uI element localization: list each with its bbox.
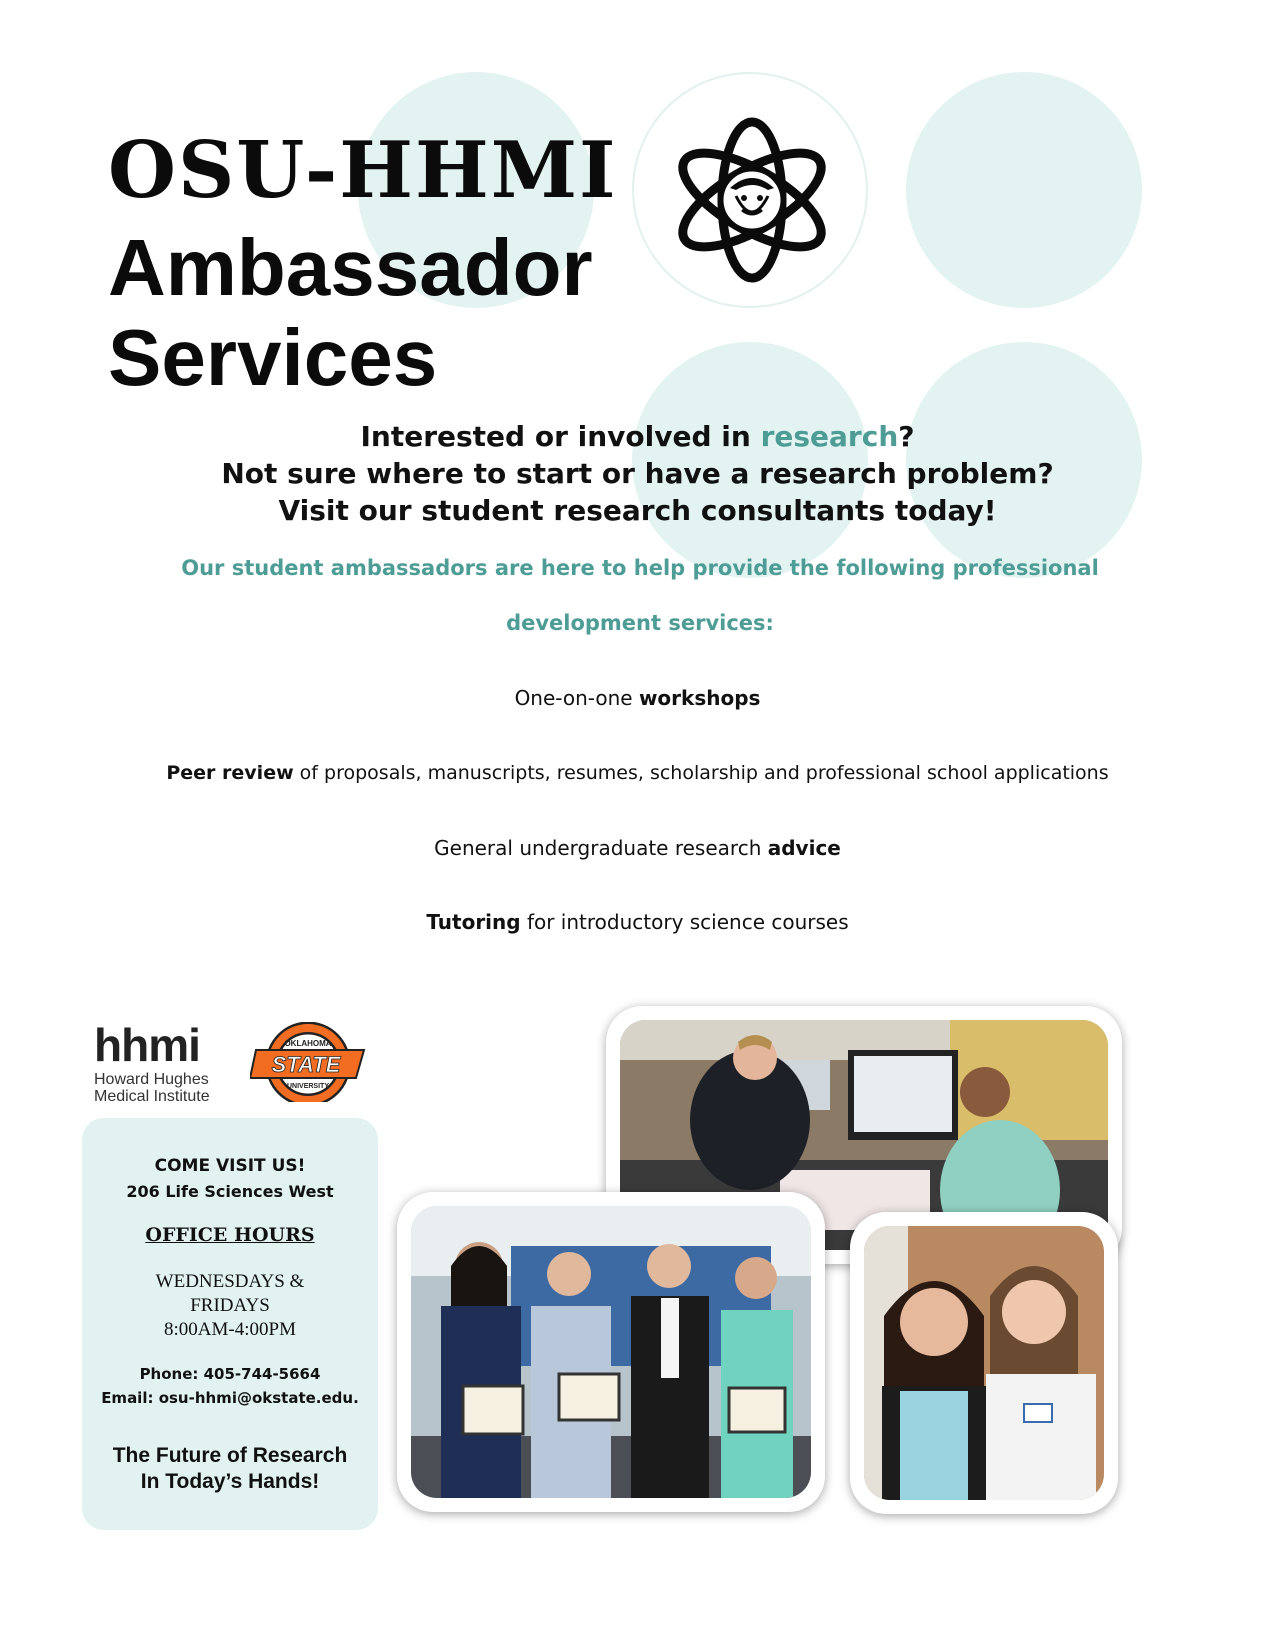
hhmi-logo	[94, 1019, 224, 1106]
headline-text: Interested or involved in	[360, 420, 761, 453]
headline-line-3: Visit our student research consultants today!	[278, 494, 997, 527]
photo-students	[864, 1226, 1104, 1500]
service-text: of proposals, manuscripts, resumes, scholarship and professional school applications	[293, 762, 1109, 784]
service-item-workshops	[0, 686, 1275, 710]
atom-pete-logo-icon	[672, 110, 832, 290]
osu-logo-mid-text: STATE	[271, 1052, 341, 1077]
headline-line-2: Not sure where to start or have a research problem?	[221, 457, 1054, 490]
service-item-peer-review	[0, 762, 1275, 784]
title-ambassador: Ambassador	[108, 223, 593, 312]
service-keyword: Tutoring	[426, 910, 521, 934]
office-hours-days-line-1: WEDNESDAYS &	[155, 1271, 305, 1292]
phone-number: Phone: 405-744-5664	[139, 1365, 321, 1383]
service-item-tutoring	[0, 910, 1275, 934]
office-hours-days	[82, 1270, 378, 1342]
title-services: Services	[108, 313, 438, 402]
service-text: General undergraduate research	[434, 836, 768, 860]
service-keyword: Peer review	[166, 762, 294, 784]
photo-awards-frame	[397, 1192, 825, 1512]
headline-research-highlight: research	[760, 420, 899, 453]
email-address: Email: osu-hhmi@okstate.edu.	[101, 1389, 359, 1407]
photo-students-image	[864, 1226, 1104, 1500]
photo-awards	[411, 1206, 811, 1498]
intro-line-1: Our student ambassadors are here to help provide the following professional	[181, 556, 1099, 580]
contact-info-box	[82, 1118, 378, 1530]
service-item-advice	[0, 836, 1275, 860]
slogan	[82, 1443, 378, 1495]
osu-logo-top-text: OKLAHOMA	[284, 1039, 332, 1048]
intro-line-2: development services:	[506, 611, 774, 635]
office-hours-days-line-2: FRIDAYS	[190, 1295, 270, 1316]
slogan-line-2: In Today’s Hands!	[140, 1470, 320, 1493]
photo-awards-image	[411, 1206, 811, 1498]
osu-logo-icon	[250, 1022, 370, 1102]
service-keyword: advice	[767, 836, 841, 860]
headline-question-mark: ?	[898, 420, 915, 453]
visit-heading: COME VISIT US!	[154, 1156, 306, 1176]
hhmi-subtitle-1: Howard Hughes	[94, 1071, 209, 1088]
office-hours-heading: OFFICE HOURS	[145, 1224, 315, 1246]
slogan-line-1: The Future of Research	[112, 1444, 348, 1467]
headline-line-1	[0, 420, 1275, 453]
hhmi-subtitle-2: Medical Institute	[94, 1087, 210, 1105]
service-text: One-on-one	[514, 686, 639, 710]
title-osu-hhmi: OSU-HHMI	[108, 125, 618, 216]
service-text: for introductory science courses	[520, 910, 849, 934]
decor-circle-2	[906, 72, 1142, 308]
osu-logo-bottom-text: UNIVERSITY	[286, 1083, 330, 1090]
address: 206 Life Sciences West	[126, 1182, 334, 1201]
hhmi-wordmark: hhmi	[94, 1019, 200, 1071]
office-hours-time: 8:00AM-4:00PM	[164, 1319, 296, 1340]
service-keyword: workshops	[638, 686, 761, 710]
photo-students-frame	[850, 1212, 1118, 1514]
